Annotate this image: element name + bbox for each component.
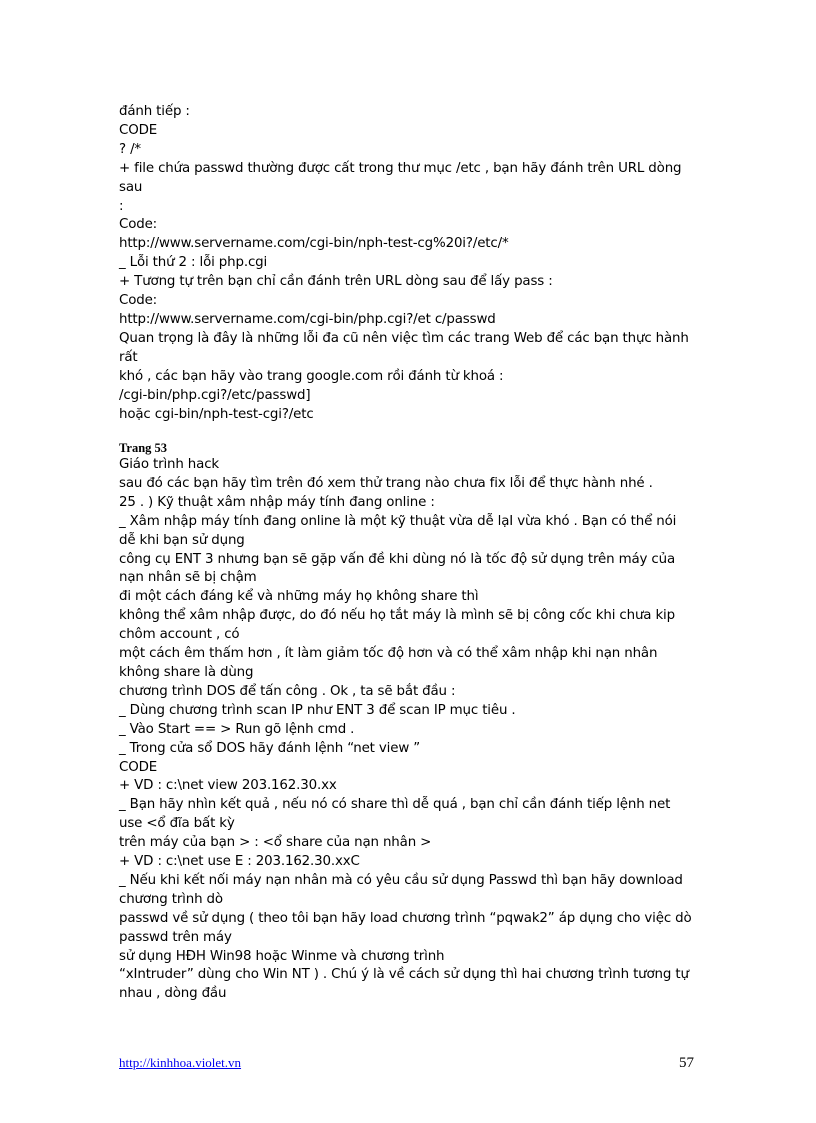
- text-line: “xIntruder” dùng cho Win NT ) . Chú ý là về cách sử dụng thì hai chương trình tương tự: [119, 967, 689, 983]
- text-line: công cụ ENT 3 nhưng bạn sẽ gặp vấn đề khi dùng nó là tốc độ sử dụng trên máy của: [119, 551, 676, 567]
- text-line: + VD : c:\net use E : 203.162.30.xxC: [119, 854, 360, 870]
- text-line: hoặc cgi-bin/nph-test-cgi?/etc: [119, 406, 314, 422]
- text-line: khó , các bạn hãy vào trang google.com rồi đánh từ khoá :: [119, 368, 504, 384]
- text-line: CODE: [119, 122, 158, 138]
- text-line: sau đó các bạn hãy tìm trên đó xem thử trang nào chưa fix lỗi để thực hành nhé .: [119, 475, 653, 491]
- text-line: passwd trên máy: [119, 929, 232, 945]
- text-line: _ Vào Start == > Run gõ lệnh cmd .: [119, 721, 355, 737]
- text-line: đi một cách đáng kể và những máy họ không share thì: [119, 589, 479, 605]
- text-line: CODE: [119, 759, 158, 775]
- text-line: _ Trong cửa sổ DOS hãy đánh lệnh “net view ”: [119, 740, 421, 756]
- page-number: 57: [679, 1055, 694, 1071]
- text-line: _ Lỗi thứ 2 : lỗi php.cgi: [119, 255, 268, 271]
- text-block-2: [119, 456, 703, 1004]
- text-line: không thể xâm nhập được, do đó nếu họ tắt máy là mình sẽ bị công cốc khi chưa kip: [119, 608, 675, 624]
- text-line: + VD : c:\net view 203.162.30.xx: [119, 778, 337, 794]
- page-heading: Trang 53: [119, 441, 168, 455]
- text-line: dễ khi bạn sử dụng: [119, 532, 245, 548]
- text-line: chương trình dò: [119, 891, 223, 907]
- text-line: _ Dùng chương trình scan IP như ENT 3 để scan IP mục tiêu .: [119, 702, 516, 718]
- text-line: trên máy của bạn > : <ổ share của nạn nhân >: [119, 835, 432, 851]
- text-line: sau: [119, 179, 143, 195]
- text-line: Quan trọng là đây là những lỗi đa cũ nên việc tìm các trang Web để các bạn thực hành: [119, 330, 689, 346]
- text-line: sử dụng HĐH Win98 hoặc Winme và chương trình: [119, 948, 445, 964]
- text-line: http://www.servername.com/cgi-bin/nph-test-cg%20i?/etc/*: [119, 236, 509, 252]
- text-line: nạn nhân sẽ bị chậm: [119, 570, 257, 586]
- text-line: chương trình DOS để tấn công . Ok , ta sẽ bắt đầu :: [119, 683, 456, 699]
- text-line: + Tương tự trên bạn chỉ cần đánh trên URL dòng sau để lấy pass :: [119, 274, 553, 290]
- text-line: /cgi-bin/php.cgi?/etc/passwd]: [119, 387, 311, 403]
- text-line: đánh tiếp :: [119, 104, 190, 119]
- text-line: 25 . ) Kỹ thuật xâm nhập máy tính đang online :: [119, 494, 435, 510]
- text-line: ? /*: [119, 141, 141, 157]
- text-line: chôm account , có: [119, 627, 240, 643]
- text-line: _ Bạn hãy nhìn kết quả , nếu nó có share thì dễ quá , bạn chỉ cần đánh tiếp lệnh net: [119, 797, 671, 813]
- text-line: nhau , dòng đầu: [119, 986, 227, 1002]
- text-line: _ Nếu khi kết nối máy nạn nhân mà có yêu cầu sử dụng Passwd thì bạn hãy download: [119, 872, 683, 888]
- text-line: rất: [119, 349, 138, 365]
- text-line: _ Xâm nhập máy tính đang online là một kỹ thuật vừa dễ lạI vừa khó . Bạn có thể nói: [119, 513, 677, 529]
- text-line: + file chứa passwd thường được cất trong thư mục /etc , bạn hãy đánh trên URL dòng: [119, 160, 682, 176]
- text-line: :: [119, 198, 124, 214]
- text-line: không share là dùng: [119, 664, 254, 680]
- text-line: Code:: [119, 293, 158, 309]
- text-block-1: [119, 103, 703, 424]
- text-line: một cách êm thấm hơn , ít làm giảm tốc độ hơn và có thể xâm nhập khi nạn nhân: [119, 646, 658, 662]
- text-line: http://www.servername.com/cgi-bin/php.cgi?/et c/passwd: [119, 311, 496, 327]
- text-line: use <ổ đĩa bất kỳ: [119, 816, 235, 832]
- text-line: Code:: [119, 217, 158, 233]
- text-line: passwd về sử dụng ( theo tôi bạn hãy load chương trình “pqwak2” áp dụng cho việc dò: [119, 910, 692, 926]
- footer-link[interactable]: http://kinhhoa.violet.vn: [119, 1055, 242, 1070]
- text-line: Giáo trình hack: [119, 457, 220, 472]
